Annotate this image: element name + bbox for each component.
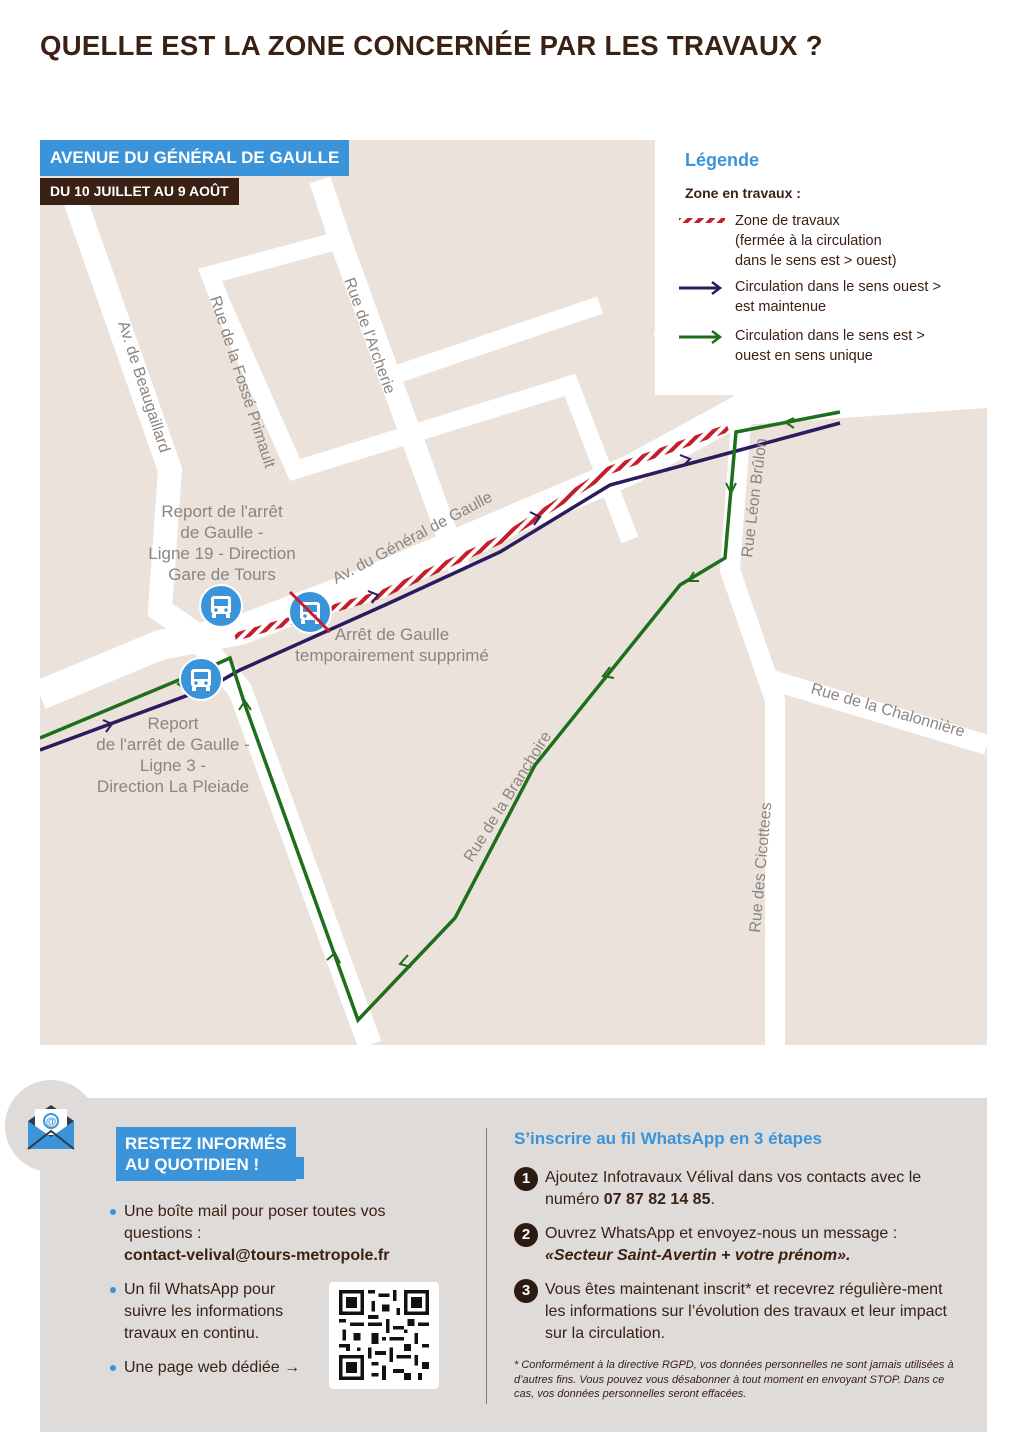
web-page-link[interactable]: Une page web dédiée → <box>108 1357 438 1379</box>
street-label-branchoire: Rue de la Branchoire <box>460 728 556 866</box>
svg-text:Direction La Pleiade: Direction La Pleiade <box>96 777 250 796</box>
qr-code-icon <box>339 1290 429 1380</box>
svg-text:@: @ <box>45 1116 57 1128</box>
svg-text:Report: Report <box>147 714 199 733</box>
bus-stop-suppressed-icon[interactable] <box>289 591 331 633</box>
mail-icon <box>26 1101 76 1151</box>
page-title: QUELLE EST LA ZONE CONCERNÉE PAR LES TRAVAUX ? <box>40 30 823 61</box>
street-label-beaugaillard: Av. de Beaugaillard <box>114 318 173 455</box>
step-number-1: 1 <box>514 1167 538 1191</box>
date-badge: DU 10 JUILLET AU 9 AOÛT <box>40 178 239 205</box>
svg-text:Arrêt de Gaulle: Arrêt de Gaulle <box>334 625 450 644</box>
street-label-archerie: Rue de l'Archerie <box>340 275 399 397</box>
bullet-mail: Une boîte mail pour poser toutes vos questions : contact-velival@tours-metropole.fr <box>108 1201 438 1267</box>
gdpr-footnote: * Conformément à la directive RGPD, vos données personnelles ne sont jamais utilisées à d’autres fins. Vous pouvez vous désabonner à tout moment en envoyant STOP. Dans ce cas, vos données personnelles seront effacées. <box>514 1359 954 1400</box>
whatsapp-steps <box>514 1167 964 1357</box>
whatsapp-phone-number[interactable]: 07 87 82 14 85 <box>603 1191 711 1208</box>
bus-stop-icon-ligne-3[interactable] <box>180 658 222 700</box>
svg-text:temporairement supprimé: temporairement supprimé <box>295 646 489 665</box>
westbound-arrow-icon <box>679 330 725 344</box>
step-1: 1 Ajoutez Infotravaux Vélival dans vos contacts avec le numéro 07 87 82 14 85. <box>514 1167 964 1211</box>
contact-email-link[interactable]: contact-velival@tours-metropole.fr <box>124 1247 390 1264</box>
legend <box>655 140 987 395</box>
street-label-chalonniere: Rue de la Chalonnière <box>808 680 967 741</box>
bullet-whatsapp: Un fil WhatsApp pour suivre les informations travaux en continu. <box>108 1279 308 1345</box>
step-2: 2 Ouvrez WhatsApp et envoyez-nous un message : «Secteur Saint-Avertin + votre prénom». <box>514 1223 964 1267</box>
qr-code[interactable] <box>329 1282 439 1389</box>
bus-stop-icon-ligne-19[interactable] <box>200 585 242 627</box>
eastbound-arrow-icon <box>679 281 725 295</box>
svg-text:Ligne 19 - Direction: Ligne 19 - Direction <box>148 544 296 563</box>
works-zone-swatch-icon <box>679 215 725 227</box>
avenue-badge: AVENUE DU GÉNÉRAL DE GAULLE <box>40 140 349 176</box>
street-label-fosse-primault: Rue de la Fossé Primault <box>206 293 278 471</box>
svg-text:de l'arrêt de Gaulle -: de l'arrêt de Gaulle - <box>96 735 250 754</box>
stay-informed-badge: RESTEZ INFORMÉS AU QUOTIDIEN ! <box>116 1127 296 1181</box>
svg-text:Gare de Tours: Gare de Tours <box>168 565 276 584</box>
street-label-leon-brulon: Rue Léon Brûlon <box>739 437 771 559</box>
whatsapp-message: «Secteur Saint-Avertin + votre prénom». <box>545 1247 851 1264</box>
street-label-general-de-gaulle: Av. du Général de Gaulle <box>329 488 496 588</box>
legend-item-westbound: Circulation dans le sens est > ouest en sens unique <box>685 326 973 366</box>
panel-divider <box>486 1128 487 1404</box>
legend-title: Légende <box>685 150 760 170</box>
svg-text:Ligne 3 -: Ligne 3 - <box>139 756 207 775</box>
step-number-2: 2 <box>514 1223 538 1247</box>
step-3: 3 Vous êtes maintenant inscrit* et recevrez régulière-ment les informations sur l’évolution des travaux et leur impact sur la circulation. <box>514 1279 964 1345</box>
svg-text:de Gaulle -: de Gaulle - <box>180 523 264 542</box>
step-number-3: 3 <box>514 1279 538 1303</box>
legend-item-works-zone: Zone de travaux (fermée à la circulation dans le sens est > ouest) <box>685 211 973 271</box>
whatsapp-title: S’inscrire au fil WhatsApp en 3 étapes <box>514 1129 822 1148</box>
svg-text:Report de l'arrêt: Report de l'arrêt <box>161 502 283 521</box>
legend-subtitle: Zone en travaux : <box>685 185 801 201</box>
map[interactable] <box>40 140 987 1045</box>
street-label-cicottees: Rue des Cicottees <box>747 801 776 934</box>
legend-item-eastbound: Circulation dans le sens ouest > est maintenue <box>685 277 973 317</box>
